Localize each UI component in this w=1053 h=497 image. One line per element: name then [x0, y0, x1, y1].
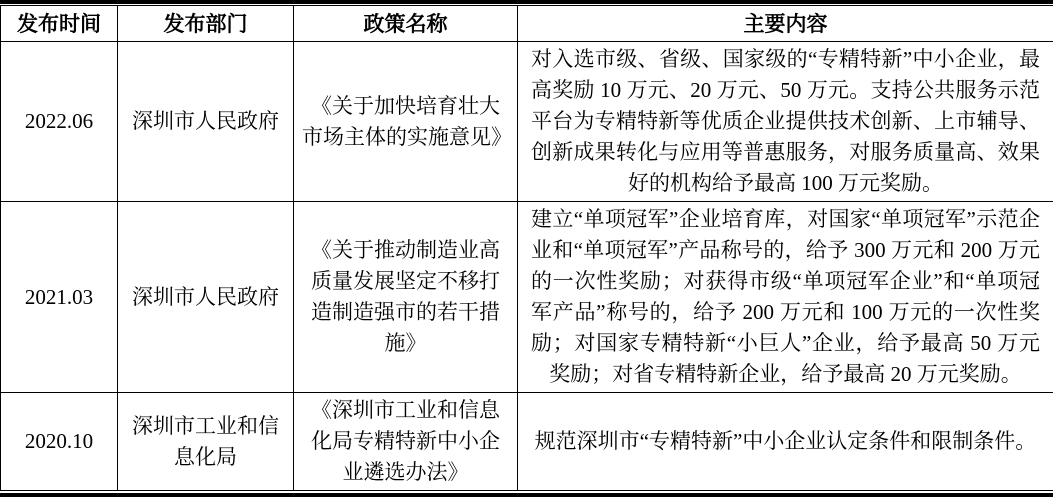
header-cell-main-content: 主要内容 [518, 6, 1053, 42]
release-date-cell: 2022.06 [1, 42, 118, 202]
department-cell: 深圳市人民政府 [118, 42, 294, 202]
table-row [1, 393, 1053, 491]
table-row [1, 202, 1053, 393]
department-cell: 深圳市人民政府 [118, 202, 294, 393]
header-cell-department: 发布部门 [118, 6, 294, 42]
main-content-cell: 对入选市级、省级、国家级的“专精特新”中小企业，最高奖励 10 万元、20 万元、50 万元。支持公共服务示范平台为专精特新等优质企业提供技术创新、上市辅导、创新成果转化与应用等普惠服务，对服务质量高、效果好的机构给予最高 100 万元奖励。 [518, 42, 1053, 202]
release-date-cell: 2020.10 [1, 393, 118, 491]
header-cell-policy-name: 政策名称 [294, 6, 518, 42]
department-cell: 深圳市工业和信息化局 [118, 393, 294, 491]
main-content-cell: 规范深圳市“专精特新”中小企业认定条件和限制条件。 [518, 393, 1053, 491]
main-content-cell: 建立“单项冠军”企业培育库，对国家“单项冠军”示范企业和“单项冠军”产品称号的，给予 300 万元和 200 万元的一次性奖励；对获得市级“单项冠军企业”和“单项冠军产品”称号的，给予 200 万元和 100 万元的一次性奖励；对国家专精特新“小巨人”企业，给予最高 50 万元奖励；对省专精特新企业，给予最高 20 万元奖励。 [518, 202, 1053, 393]
header-cell-release-date: 发布时间 [1, 6, 118, 42]
policy-name-cell: 《关于推动制造业高质量发展坚定不移打造制造强市的若干措施》 [294, 202, 518, 393]
policy-name-cell: 《关于加快培育壮大市场主体的实施意见》 [294, 42, 518, 202]
release-date-cell: 2021.03 [1, 202, 118, 393]
policy-name-cell: 《深圳市工业和信息化局专精特新中小企业遴选办法》 [294, 393, 518, 491]
table-row [1, 42, 1053, 202]
policy-table [0, 5, 1053, 491]
header-row [1, 6, 1053, 42]
